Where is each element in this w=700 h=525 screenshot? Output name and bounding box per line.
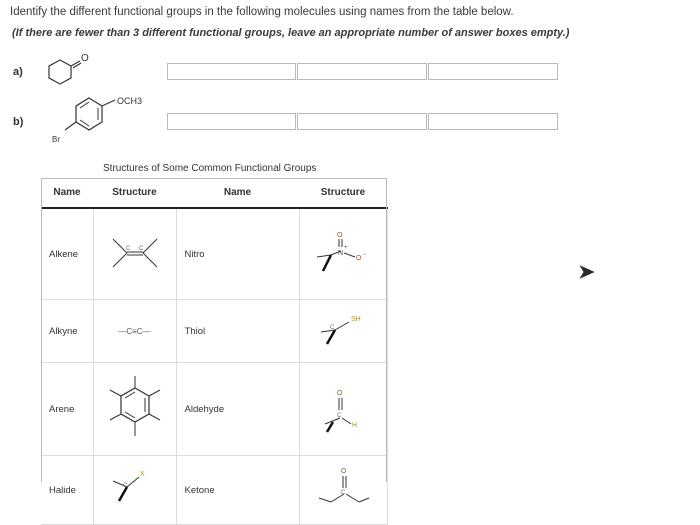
answer-b-3[interactable]: [428, 113, 558, 130]
svg-text:C: C: [138, 245, 143, 252]
table-caption: Structures of Some Common Functional Groups: [103, 163, 317, 174]
name-arene: Arene: [41, 363, 93, 456]
svg-text:H: H: [352, 421, 358, 429]
structure-ketone: [299, 456, 387, 525]
question-note: (If there are fewer than 3 different functional groups, leave an appropriate number of answer boxes empty.): [12, 27, 570, 39]
svg-text:C: C: [330, 324, 335, 331]
name-ketone: Ketone: [176, 456, 299, 525]
name-alkyne: Alkyne: [41, 300, 93, 363]
structure-nitro: [299, 208, 387, 300]
name-alkene: Alkene: [41, 208, 93, 300]
name-halide: Halide: [41, 456, 93, 525]
svg-text:−: −: [363, 251, 367, 258]
svg-text:O: O: [356, 254, 362, 262]
structure-thiol: [299, 300, 387, 363]
question-instruction: Identify the different functional groups in the following molecules using names from the table below.: [10, 6, 514, 18]
svg-text:SH: SH: [351, 315, 361, 323]
part-b-label: b): [13, 116, 24, 128]
svg-text:N: N: [338, 249, 344, 257]
header-name-1: Name: [41, 178, 93, 208]
structure-alkene: [93, 208, 176, 300]
header-structure-1: Structure: [93, 178, 176, 208]
molecule-b-methoxy: OCH3: [117, 96, 143, 106]
table-row: [41, 456, 387, 525]
name-thiol: Thiol: [176, 300, 299, 363]
svg-text:C: C: [337, 412, 342, 419]
table-row: [41, 300, 387, 363]
molecule-b-bromine: Br: [52, 135, 60, 144]
structure-alkyne: —C≡C—: [93, 300, 176, 363]
part-a-label: a): [13, 66, 23, 78]
mouse-cursor-icon: [576, 262, 598, 282]
molecule-a-structure: [40, 48, 110, 90]
name-aldehyde: Aldehyde: [176, 363, 299, 456]
structure-arene: [93, 363, 176, 456]
table-row: [41, 208, 387, 300]
molecule-a-oxygen: O: [81, 53, 89, 64]
svg-text:C: C: [122, 482, 127, 489]
answer-a-3[interactable]: [428, 63, 558, 80]
functional-groups-table: [41, 178, 388, 525]
table-row: [41, 363, 387, 456]
name-nitro: Nitro: [176, 208, 299, 300]
molecule-b-structure: [45, 90, 155, 150]
header-structure-2: Structure: [299, 178, 387, 208]
svg-text:C: C: [341, 489, 346, 496]
svg-text:X: X: [139, 470, 145, 478]
header-name-2: Name: [176, 178, 299, 208]
structure-aldehyde: [299, 363, 387, 456]
answer-a-2[interactable]: [297, 63, 427, 80]
svg-text:+: +: [344, 244, 348, 251]
answer-b-2[interactable]: [297, 113, 427, 130]
answer-b-1[interactable]: [167, 113, 296, 130]
svg-text:O: O: [341, 467, 347, 475]
svg-text:C: C: [125, 245, 130, 252]
svg-text:O: O: [337, 231, 343, 239]
structure-halide: [93, 456, 176, 525]
svg-text:O: O: [337, 389, 343, 397]
answer-a-1[interactable]: [167, 63, 296, 80]
